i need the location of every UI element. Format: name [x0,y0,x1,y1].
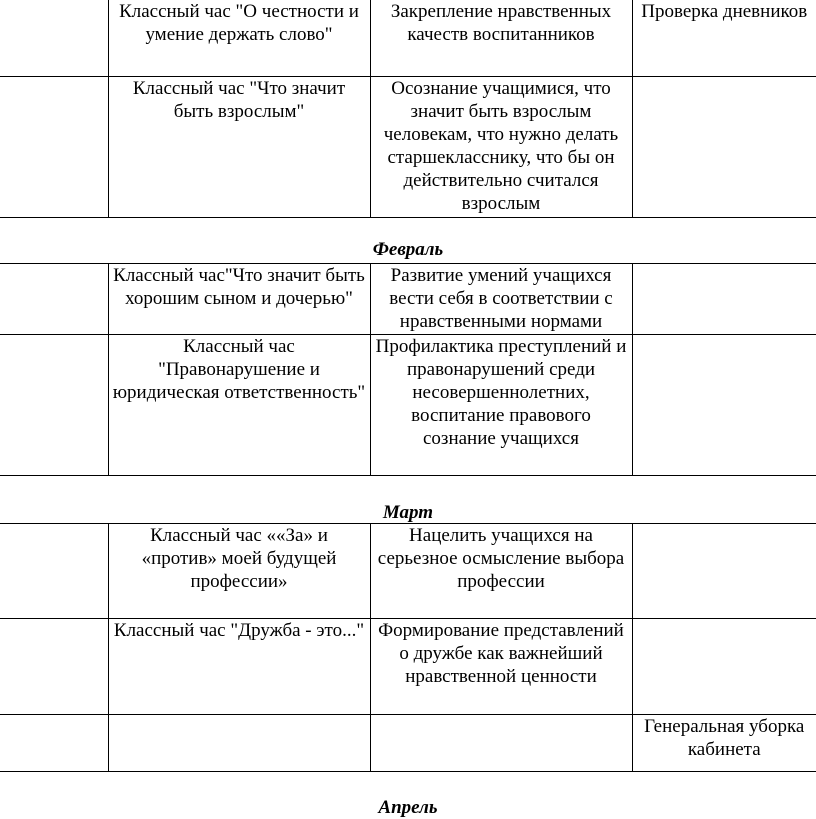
topic-cell: Классный час "Что значит быть взрослым" [108,76,370,217]
table-row [0,264,816,335]
plan-table-top [0,0,816,218]
topic-cell: Классный час ««За» и «против» моей будущей профессии» [108,524,370,619]
goal-cell: Развитие умений учащихся вести себя в соответствии с нравственными нормами [370,264,632,335]
table-row [0,0,816,76]
topic-cell [108,715,370,772]
goal-cell: Профилактика преступлений и правонарушений среди несовершеннолетних, воспитание правового сознание учащихся [370,335,632,476]
number-cell [0,335,108,476]
goal-cell: Закрепление нравственных качеств воспитанников [370,0,632,76]
note-cell [632,619,816,715]
table-row [0,715,816,772]
month-heading-february: Февраль [372,239,444,260]
note-cell [632,335,816,476]
number-cell [0,264,108,335]
goal-cell: Осознание учащимися, что значит быть взрослым человекам, что нужно делать старшекласснику, что бы он действительно считался взрослым [370,76,632,217]
table-row [0,335,816,476]
note-cell [632,264,816,335]
note-cell [632,76,816,217]
note-cell: Генеральная уборка кабинета [632,715,816,772]
topic-cell: Классный час "О честности и умение держать слово" [108,0,370,76]
month-heading-april: Апрель [378,797,438,818]
number-cell [0,619,108,715]
goal-cell: Нацелить учащихся на серьезное осмысление выбора профессии [370,524,632,619]
number-cell [0,76,108,217]
number-cell [0,0,108,76]
topic-cell: Классный час "Правонарушение и юридическая ответственность" [108,335,370,476]
note-cell [632,524,816,619]
note-cell: Проверка дневников [632,0,816,76]
table-row [0,524,816,619]
goal-cell [370,715,632,772]
plan-table-march [0,523,816,772]
plan-table-february [0,263,816,476]
topic-cell: Классный час "Дружба - это..." [108,619,370,715]
month-heading-march: Март [382,502,434,523]
goal-cell: Формирование представлений о дружбе как важнейший нравственной ценности [370,619,632,715]
number-cell [0,524,108,619]
number-cell [0,715,108,772]
table-row [0,619,816,715]
table-row [0,76,816,217]
topic-cell: Классный час"Что значит быть хорошим сыном и дочерью" [108,264,370,335]
